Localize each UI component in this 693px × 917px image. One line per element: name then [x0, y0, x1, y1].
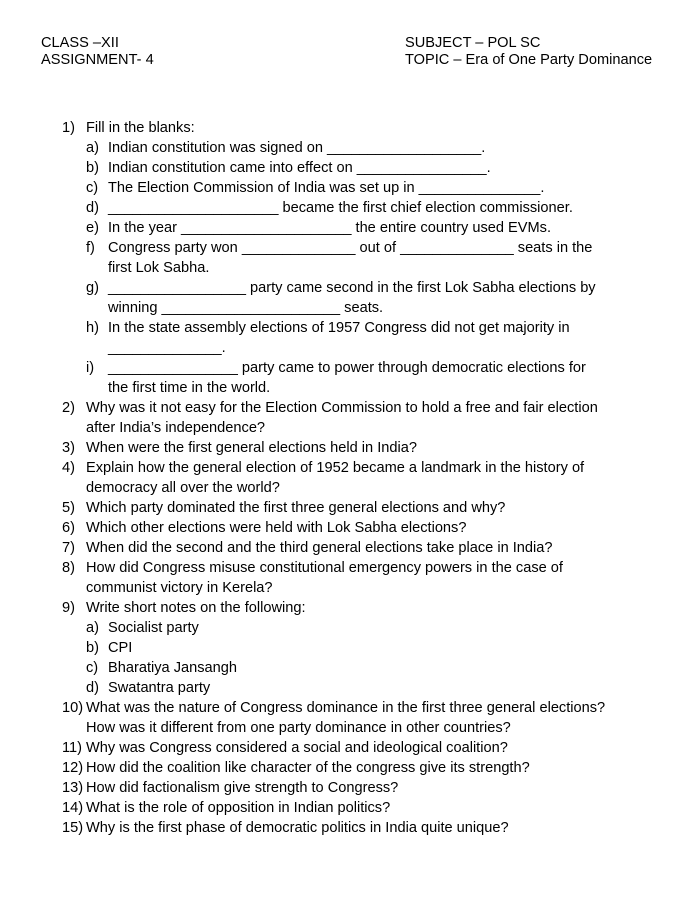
question-number: 15): [62, 820, 84, 836]
sub-question-text: Indian constitution was signed on ___________________.: [108, 140, 486, 156]
sub-question-text: _____________________ became the first chief election commissioner.: [108, 200, 573, 216]
sub-question-letter: b): [86, 640, 99, 656]
question-text: Write short notes on the following:: [86, 600, 306, 616]
sub-question-letter: b): [86, 160, 99, 176]
question-item: [0, 518, 693, 538]
sub-question: [0, 278, 693, 318]
sub-question-letter: e): [86, 220, 99, 236]
question-item: [0, 818, 693, 838]
class-line: CLASS –XII: [41, 35, 119, 51]
assignment-line: ASSIGNMENT- 4: [41, 52, 154, 68]
question-number: 9): [62, 600, 75, 616]
question-text: Which other elections were held with Lok Sabha elections?: [86, 520, 467, 536]
sub-question-letter: d): [86, 200, 99, 216]
sub-question: [0, 318, 693, 358]
subject-line: SUBJECT – POL SC: [405, 35, 541, 51]
question-item: [0, 498, 693, 518]
sub-question-letter: a): [86, 140, 99, 156]
sub-question: [0, 158, 693, 178]
sub-question-letter: i): [86, 360, 95, 376]
sub-question: [0, 618, 693, 638]
question-list: [0, 118, 693, 838]
question-text: Why was Congress considered a social and ideological coalition?: [86, 740, 508, 756]
question-number: 6): [62, 520, 75, 536]
question-text: Why is the first phase of democratic politics in India quite unique?: [86, 820, 509, 836]
question-text: When were the first general elections held in India?: [86, 440, 417, 456]
question-item: [0, 738, 693, 758]
fill-blanks-list: [0, 138, 693, 398]
question-text: How did the coalition like character of the congress give its strength?: [86, 760, 530, 776]
sub-question-letter: h): [86, 320, 99, 336]
sub-question: [0, 178, 693, 198]
question-number: 2): [62, 400, 75, 416]
question-number: 5): [62, 500, 75, 516]
question-number: 14): [62, 800, 84, 816]
header-right: [405, 35, 665, 69]
question-text: Fill in the blanks:: [86, 120, 195, 136]
header-left: [41, 35, 154, 69]
sub-question-letter: g): [86, 280, 99, 296]
sub-question-text: In the state assembly elections of 1957 Congress did not get majority in ______________.: [108, 320, 570, 356]
sub-question-letter: c): [86, 660, 99, 676]
question-item: [0, 538, 693, 558]
sub-question: [0, 238, 693, 278]
question-item: [0, 558, 693, 598]
question-number: 11): [62, 740, 83, 756]
sub-question: [0, 198, 693, 218]
question-number: 7): [62, 540, 75, 556]
sub-question-text: The Election Commission of India was set up in _______________.: [108, 180, 545, 196]
sub-question-text: CPI: [108, 640, 133, 656]
question-text: How did Congress misuse constitutional emergency powers in the case of communist victory in Kerela?: [86, 560, 563, 596]
topic-line: TOPIC – Era of One Party Dominance: [405, 52, 653, 68]
question-number: 4): [62, 460, 75, 476]
question-number: 1): [62, 120, 75, 136]
sub-question-letter: a): [86, 620, 99, 636]
sub-question-text: Bharatiya Jansangh: [108, 660, 237, 676]
question-item: [0, 118, 693, 138]
question-item: [0, 398, 693, 438]
sub-question-text: ________________ party came to power through democratic elections for the first time in the world.: [108, 360, 586, 396]
sub-question: [0, 658, 693, 678]
question-text: Which party dominated the first three general elections and why?: [86, 500, 506, 516]
question-text: What was the nature of Congress dominance in the first three general elections? How was it different from one party dominance in other countries?: [86, 700, 606, 736]
short-notes-list: [0, 618, 693, 698]
sub-question-text: _________________ party came second in the first Lok Sabha elections by winning ______________________ seats.: [108, 280, 596, 316]
question-text: What is the role of opposition in Indian politics?: [86, 800, 391, 816]
question-number: 10): [62, 700, 84, 716]
sub-question-letter: f): [86, 240, 95, 256]
sub-question-letter: c): [86, 180, 99, 196]
sub-question-text: Swatantra party: [108, 680, 211, 696]
question-text: Explain how the general election of 1952 became a landmark in the history of democracy all over the world?: [86, 460, 585, 496]
sub-question: [0, 138, 693, 158]
question-item: [0, 598, 693, 618]
question-item: [0, 758, 693, 778]
sub-question-text: Socialist party: [108, 620, 199, 636]
question-number: 12): [62, 760, 84, 776]
sub-question: [0, 638, 693, 658]
question-number: 8): [62, 560, 75, 576]
question-item: [0, 798, 693, 818]
sub-question: [0, 218, 693, 238]
question-text: Why was it not easy for the Election Commission to hold a free and fair election after India’s independence?: [86, 400, 598, 436]
sub-question: [0, 358, 693, 398]
question-item: [0, 458, 693, 498]
question-item: [0, 438, 693, 458]
sub-question: [0, 678, 693, 698]
question-text: When did the second and the third general elections take place in India?: [86, 540, 553, 556]
question-item: [0, 778, 693, 798]
sub-question-text: Indian constitution came into effect on ________________.: [108, 160, 491, 176]
question-number: 13): [62, 780, 84, 796]
question-number: 3): [62, 440, 75, 456]
question-item: [0, 698, 693, 738]
sub-question-text: Congress party won ______________ out of ______________ seats in the first Lok Sabha.: [108, 240, 593, 276]
question-text: How did factionalism give strength to Congress?: [86, 780, 399, 796]
sub-question-text: In the year _____________________ the entire country used EVMs.: [108, 220, 552, 236]
sub-question-letter: d): [86, 680, 99, 696]
